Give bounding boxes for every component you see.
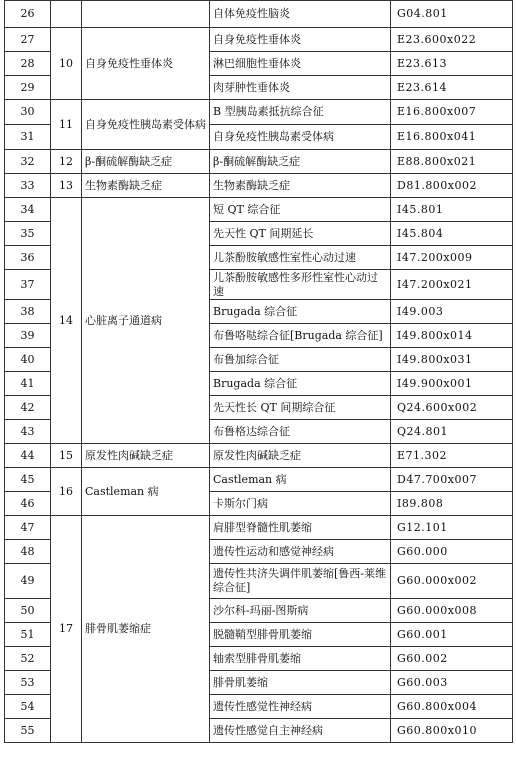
row-number-cell: 39 — [5, 324, 51, 348]
diagnosis-name-cell: β-酮硫解酶缺乏症 — [210, 150, 391, 174]
disease-name-cell: β-酮硫解酶缺乏症 — [82, 150, 210, 174]
icd-code-cell: E23.614 — [391, 76, 513, 100]
icd-code-cell: I47.200x009 — [391, 246, 513, 270]
diagnosis-name-cell: 遗传性运动和感觉神经病 — [210, 540, 391, 564]
diagnosis-name-cell: 遗传性感觉性神经病 — [210, 695, 391, 719]
icd-code-cell: I45.801 — [391, 198, 513, 222]
diagnosis-name-cell: 腓骨肌萎缩 — [210, 671, 391, 695]
row-number-cell: 38 — [5, 300, 51, 324]
disease-name-cell: 腓骨肌萎缩症 — [82, 516, 210, 743]
icd-code-cell: I49.800x031 — [391, 348, 513, 372]
icd-code-cell: I89.808 — [391, 492, 513, 516]
disease-name-cell: 原发性肉碱缺乏症 — [82, 444, 210, 468]
icd-code-cell: I49.900x001 — [391, 372, 513, 396]
diagnosis-name-cell: 肉芽肿性垂体炎 — [210, 76, 391, 100]
diagnosis-name-cell: Brugada 综合征 — [210, 372, 391, 396]
row-number-cell: 46 — [5, 492, 51, 516]
diagnosis-name-cell: 儿茶酚胺敏感性多形性室性心动过速 — [210, 270, 391, 300]
diagnosis-name-cell: 脱髓鞘型腓骨肌萎缩 — [210, 623, 391, 647]
icd-code-cell: I45.804 — [391, 222, 513, 246]
diagnosis-name-cell: 卡斯尔门病 — [210, 492, 391, 516]
icd-code-cell: G60.800x010 — [391, 719, 513, 743]
row-number-cell: 32 — [5, 150, 51, 174]
diagnosis-name-cell: 遗传性共济失调伴肌萎缩[鲁西-莱维综合征] — [210, 564, 391, 599]
table-row — [5, 444, 513, 468]
diagnosis-name-cell: 原发性肉碱缺乏症 — [210, 444, 391, 468]
icd-code-cell: G60.000 — [391, 540, 513, 564]
group-number-cell: 11 — [51, 100, 82, 150]
icd-code-cell: G60.002 — [391, 647, 513, 671]
icd-code-cell: Q24.801 — [391, 420, 513, 444]
icd-code-cell: G60.000x002 — [391, 564, 513, 599]
icd-code-cell: E16.800x041 — [391, 125, 513, 150]
row-number-cell: 31 — [5, 125, 51, 150]
diagnosis-name-cell: 布鲁咯哒综合征[Brugada 综合征] — [210, 324, 391, 348]
icd-code-cell: I49.003 — [391, 300, 513, 324]
icd-code-cell: I47.200x021 — [391, 270, 513, 300]
icd-code-cell: G04.801 — [391, 1, 513, 28]
row-number-cell: 29 — [5, 76, 51, 100]
row-number-cell: 43 — [5, 420, 51, 444]
diagnosis-name-cell: 儿茶酚胺敏感性室性心动过速 — [210, 246, 391, 270]
row-number-cell: 34 — [5, 198, 51, 222]
row-number-cell: 44 — [5, 444, 51, 468]
diagnosis-name-cell: 淋巴细胞性垂体炎 — [210, 52, 391, 76]
diagnosis-name-cell: 轴索型腓骨肌萎缩 — [210, 647, 391, 671]
diagnosis-name-cell: 沙尔科-玛丽-图斯病 — [210, 599, 391, 623]
icd-code-cell: D47.700x007 — [391, 468, 513, 492]
icd-code-cell: E88.800x021 — [391, 150, 513, 174]
diagnosis-name-cell: 布鲁加综合征 — [210, 348, 391, 372]
table-row — [5, 198, 513, 222]
group-number-cell: 12 — [51, 150, 82, 174]
row-number-cell: 52 — [5, 647, 51, 671]
icd-code-cell: I49.800x014 — [391, 324, 513, 348]
table-body — [5, 1, 513, 743]
row-number-cell: 36 — [5, 246, 51, 270]
row-number-cell: 40 — [5, 348, 51, 372]
row-number-cell: 30 — [5, 100, 51, 125]
icd-code-cell: G12.101 — [391, 516, 513, 540]
row-number-cell: 48 — [5, 540, 51, 564]
group-number-cell: 14 — [51, 198, 82, 444]
disease-name-cell: 自身免疫性垂体炎 — [82, 28, 210, 100]
icd-code-cell: E71.302 — [391, 444, 513, 468]
table-row — [5, 468, 513, 492]
row-number-cell: 37 — [5, 270, 51, 300]
row-number-cell: 53 — [5, 671, 51, 695]
group-number-cell: 15 — [51, 444, 82, 468]
disease-name-cell — [82, 1, 210, 28]
group-number-cell: 16 — [51, 468, 82, 516]
icd-code-cell: E23.613 — [391, 52, 513, 76]
diagnosis-name-cell: Castleman 病 — [210, 468, 391, 492]
row-number-cell: 45 — [5, 468, 51, 492]
row-number-cell: 41 — [5, 372, 51, 396]
row-number-cell: 50 — [5, 599, 51, 623]
diagnosis-name-cell: 生物素酶缺乏症 — [210, 174, 391, 198]
table-row — [5, 1, 513, 28]
row-number-cell: 27 — [5, 28, 51, 52]
disease-name-cell: 生物素酶缺乏症 — [82, 174, 210, 198]
group-number-cell: 10 — [51, 28, 82, 100]
table-row — [5, 174, 513, 198]
diagnosis-name-cell: Brugada 综合征 — [210, 300, 391, 324]
row-number-cell: 49 — [5, 564, 51, 599]
row-number-cell: 51 — [5, 623, 51, 647]
row-number-cell: 26 — [5, 1, 51, 28]
row-number-cell: 28 — [5, 52, 51, 76]
row-number-cell: 42 — [5, 396, 51, 420]
icd-code-cell: G60.000x008 — [391, 599, 513, 623]
row-number-cell: 33 — [5, 174, 51, 198]
group-number-cell — [51, 1, 82, 28]
row-number-cell: 55 — [5, 719, 51, 743]
disease-name-cell: Castleman 病 — [82, 468, 210, 516]
icd-code-cell: G60.001 — [391, 623, 513, 647]
diagnosis-name-cell: 自体免疫性脑炎 — [210, 1, 391, 28]
table-row — [5, 28, 513, 52]
disease-name-cell: 心脏离子通道病 — [82, 198, 210, 444]
group-number-cell: 13 — [51, 174, 82, 198]
table-row — [5, 516, 513, 540]
diagnosis-name-cell: 遗传性感觉自主神经病 — [210, 719, 391, 743]
group-number-cell: 17 — [51, 516, 82, 743]
diagnosis-name-cell: B 型胰岛素抵抗综合征 — [210, 100, 391, 125]
diagnosis-name-cell: 先天性 QT 间期延长 — [210, 222, 391, 246]
row-number-cell: 47 — [5, 516, 51, 540]
icd-code-cell: E16.800x007 — [391, 100, 513, 125]
diagnosis-name-cell: 肩腓型脊髓性肌萎缩 — [210, 516, 391, 540]
row-number-cell: 54 — [5, 695, 51, 719]
diagnosis-name-cell: 布鲁格达综合征 — [210, 420, 391, 444]
icd-code-cell: G60.003 — [391, 671, 513, 695]
diagnosis-name-cell: 自身免疫性胰岛素受体病 — [210, 125, 391, 150]
diagnosis-name-cell: 先天性长 QT 间期综合征 — [210, 396, 391, 420]
row-number-cell: 35 — [5, 222, 51, 246]
icd-code-cell: D81.800x002 — [391, 174, 513, 198]
disease-name-cell: 自身免疫性胰岛素受体病 — [82, 100, 210, 150]
disease-code-table — [4, 0, 513, 743]
table-row — [5, 150, 513, 174]
icd-code-cell: Q24.600x002 — [391, 396, 513, 420]
diagnosis-name-cell: 自身免疫性垂体炎 — [210, 28, 391, 52]
diagnosis-name-cell: 短 QT 综合征 — [210, 198, 391, 222]
icd-code-cell: G60.800x004 — [391, 695, 513, 719]
table-row — [5, 100, 513, 125]
icd-code-cell: E23.600x022 — [391, 28, 513, 52]
